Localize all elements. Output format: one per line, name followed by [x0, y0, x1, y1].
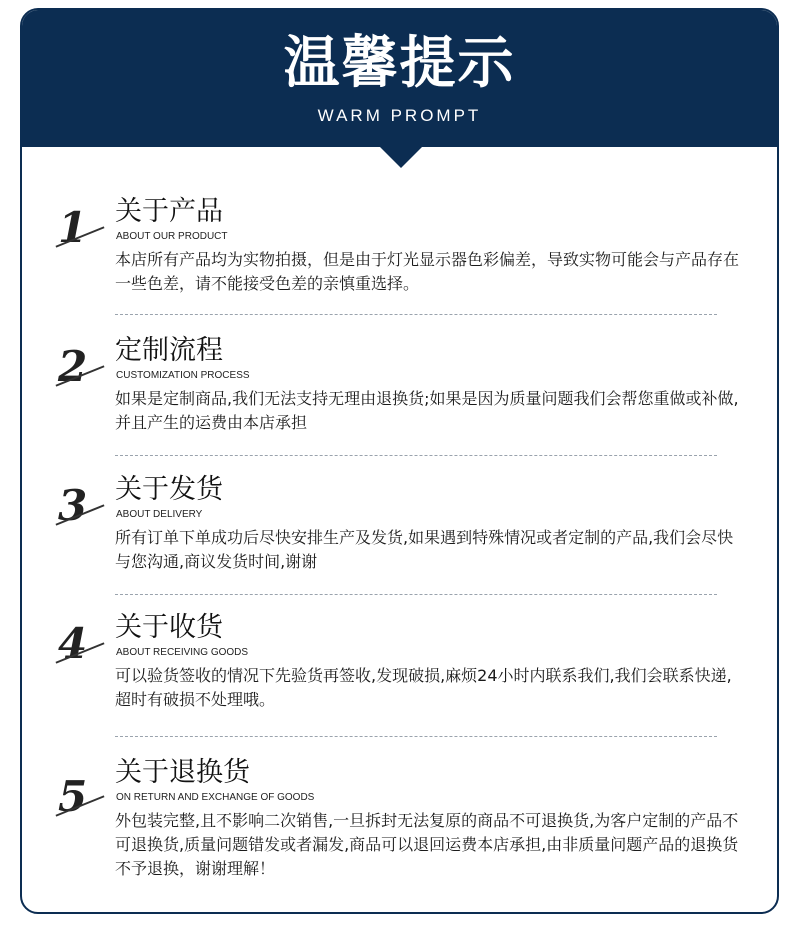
section-subtitle: ABOUT OUR PRODUCT	[116, 231, 228, 242]
section-text: 外包装完整,且不影响二次销售,一旦拆封无法复原的商品不可退换货,为客户定制的产品不可退换货,质量问题错发或者漏发,商品可以退回运费本店承担,由非质量问题产品的退换货不予退换，谢谢理解！	[115, 811, 739, 878]
header-banner	[22, 10, 777, 147]
divider	[115, 314, 717, 315]
banner-pointer-arrow	[379, 146, 423, 168]
section-text: 本店所有产品均为实物拍摄，但是由于灯光显示器色彩偏差，导致实物可能会与产品存在一些色差，请不能接受色差的亲慎重选择。	[115, 250, 740, 293]
section-title: 关于发货	[115, 474, 223, 505]
page-title: 温馨提示	[283, 31, 516, 96]
section-number: 3	[58, 484, 108, 528]
divider	[115, 594, 717, 595]
section-title: 定制流程	[115, 335, 223, 366]
section-title: 关于退换货	[115, 757, 250, 788]
section-subtitle: ABOUT RECEIVING GOODS	[116, 647, 249, 658]
section-subtitle: ON RETURN AND EXCHANGE OF GOODS	[116, 792, 315, 803]
section-number: 5	[58, 775, 108, 819]
section-text: 如果是定制商品,我们无法支持无理由退换货;如果是因为质量问题我们会帮您重做或补做,并且产生的运费由本店承担	[115, 389, 739, 432]
section-subtitle: CUSTOMIZATION PROCESS	[116, 370, 250, 381]
section-number: 1	[58, 206, 108, 250]
divider	[115, 736, 717, 737]
section-title: 关于产品	[115, 196, 223, 227]
notice-card	[20, 8, 779, 914]
section-text: 所有订单下单成功后尽快安排生产及发货,如果遇到特殊情况或者定制的产品,我们会尽快与您沟通,商议发货时间,谢谢	[115, 528, 734, 571]
section-subtitle: ABOUT DELIVERY	[116, 509, 203, 520]
section-text: 可以验货签收的情况下先验货再签收,发现破损,麻烦24小时内联系我们,我们会联系快递,超时有破损不处理哦。	[115, 666, 732, 709]
section-number: 2	[58, 345, 108, 389]
section-title: 关于收货	[115, 612, 223, 643]
divider	[115, 455, 717, 456]
page-subtitle: WARM PROMPT	[317, 106, 482, 125]
section-number: 4	[58, 622, 108, 666]
